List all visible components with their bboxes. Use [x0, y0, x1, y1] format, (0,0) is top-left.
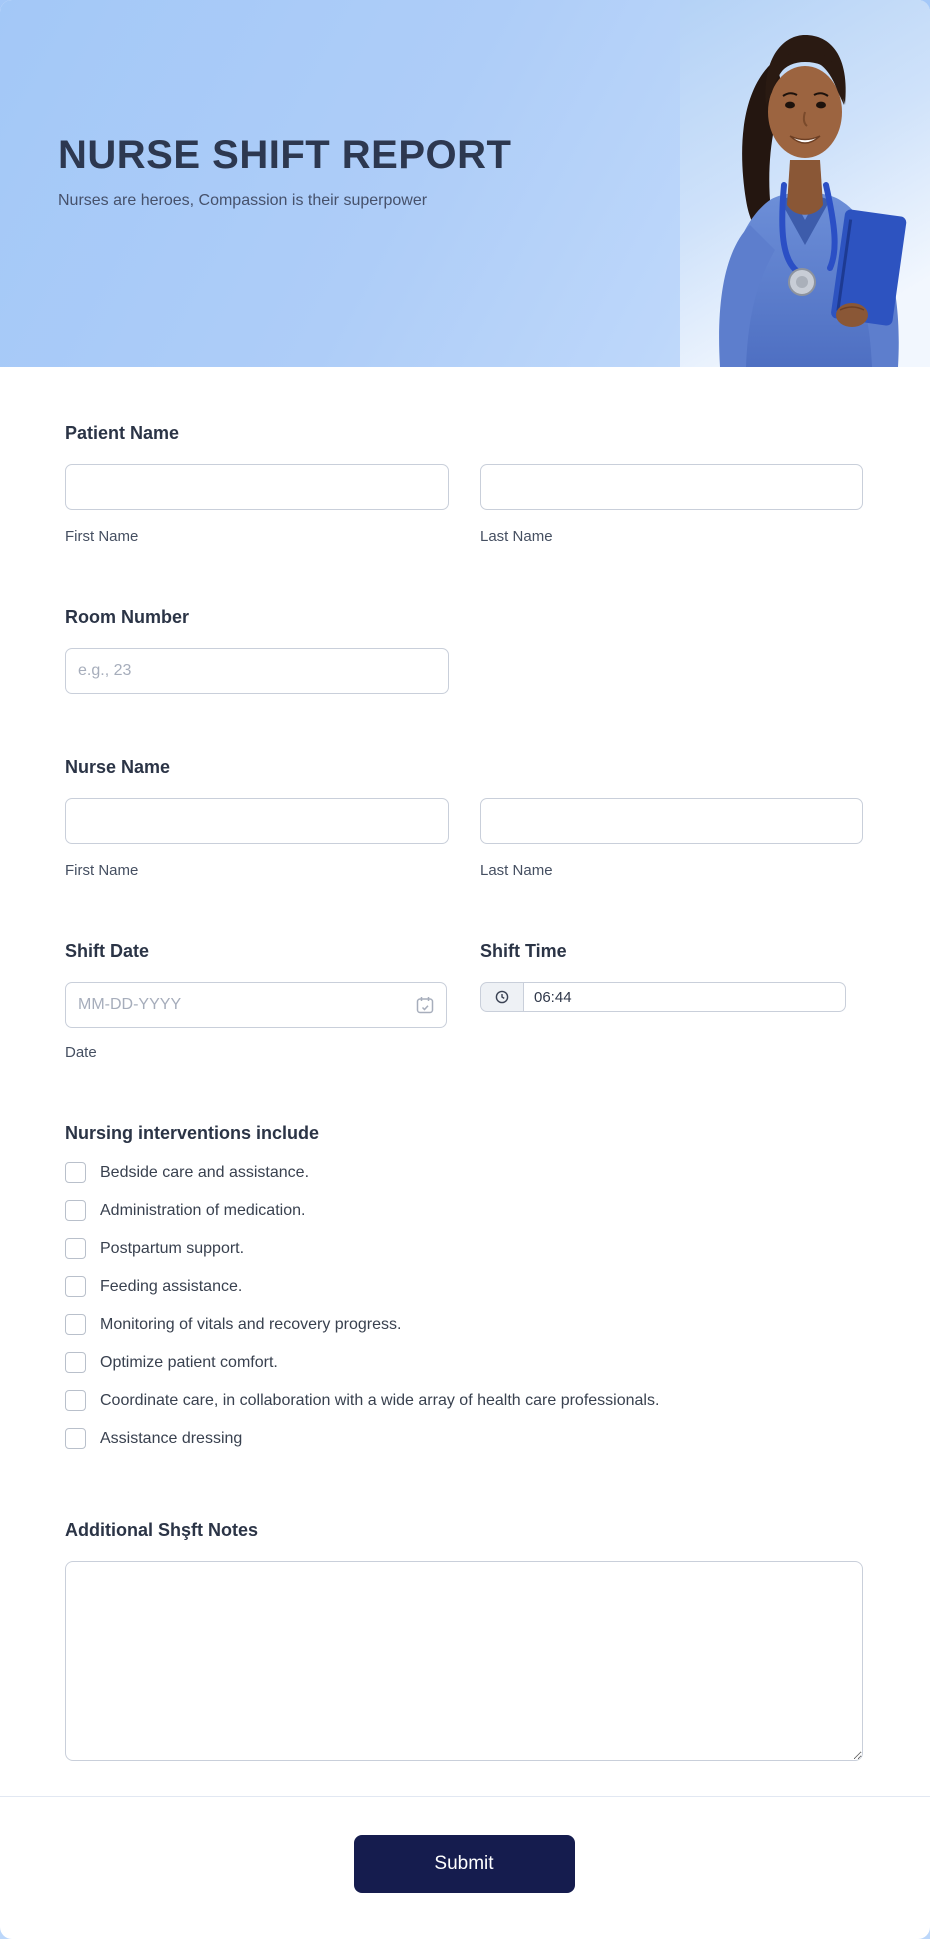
calendar-check-icon	[415, 995, 435, 1015]
list-item	[65, 1314, 863, 1335]
checkbox-label: Optimize patient comfort.	[100, 1354, 278, 1371]
room-number-label: Room Number	[65, 607, 190, 627]
submit-button[interactable]: Submit	[354, 1835, 575, 1893]
checkbox-label: Postpartum support.	[100, 1240, 245, 1257]
list-item	[65, 1352, 863, 1373]
list-item	[65, 1238, 863, 1259]
shift-time-input[interactable]	[524, 982, 846, 1012]
footer	[65, 1797, 863, 1893]
checkbox-optimize-comfort[interactable]	[65, 1352, 86, 1373]
patient-first-name-sublabel: First Name	[65, 528, 139, 545]
checkbox-label: Coordinate care, in collaboration with a wide array of health care professionals.	[100, 1392, 660, 1409]
page-subtitle: Nurses are heroes, Compassion is their superpower	[58, 192, 428, 209]
additional-notes-label: Additional Shşft Notes	[65, 1520, 258, 1540]
patient-last-name-sublabel: Last Name	[480, 528, 553, 545]
interventions-list	[65, 1162, 863, 1449]
list-item	[65, 1390, 863, 1411]
nurse-last-name-sublabel: Last Name	[480, 862, 553, 879]
nurse-first-name-sublabel: First Name	[65, 862, 139, 879]
checkbox-label: Administration of medication.	[100, 1202, 306, 1219]
clock-icon	[495, 990, 509, 1004]
header-text-block	[58, 133, 511, 210]
shift-time-label: Shift Time	[480, 941, 567, 961]
shift-date-label: Shift Date	[65, 941, 150, 961]
list-item	[65, 1162, 863, 1183]
shift-time-group	[480, 982, 846, 1012]
list-item	[65, 1200, 863, 1221]
nurse-last-name-input[interactable]	[480, 798, 863, 844]
list-item	[65, 1428, 863, 1449]
checkbox-label: Monitoring of vitals and recovery progress.	[100, 1316, 402, 1333]
form-header	[0, 0, 930, 367]
nurse-first-name-input[interactable]	[65, 798, 449, 844]
checkbox-label: Bedside care and assistance.	[100, 1164, 310, 1181]
checkbox-feeding-assistance[interactable]	[65, 1276, 86, 1297]
patient-last-name-input[interactable]	[480, 464, 863, 510]
checkbox-postpartum-support[interactable]	[65, 1238, 86, 1259]
checkbox-label: Assistance dressing	[100, 1430, 243, 1447]
time-picker-button[interactable]	[480, 982, 524, 1012]
list-item	[65, 1276, 863, 1297]
shift-date-sublabel: Date	[65, 1044, 97, 1061]
nurse-photo	[680, 0, 930, 367]
page-title: NURSE SHIFT REPORT	[58, 133, 512, 177]
interventions-label: Nursing interventions include	[65, 1123, 320, 1143]
checkbox-assistance-dressing[interactable]	[65, 1428, 86, 1449]
checkbox-monitoring-vitals[interactable]	[65, 1314, 86, 1335]
room-number-input[interactable]	[65, 648, 449, 694]
patient-name-label: Patient Name	[65, 423, 180, 443]
checkbox-coordinate-care[interactable]	[65, 1390, 86, 1411]
nurse-name-label: Nurse Name	[65, 757, 171, 777]
shift-date-input[interactable]	[65, 982, 447, 1028]
additional-notes-textarea[interactable]	[65, 1561, 863, 1761]
checkbox-label: Feeding assistance.	[100, 1278, 243, 1295]
checkbox-bedside-care[interactable]	[65, 1162, 86, 1183]
form-body	[0, 422, 930, 1893]
patient-first-name-input[interactable]	[65, 464, 449, 510]
checkbox-administration-medication[interactable]	[65, 1200, 86, 1221]
